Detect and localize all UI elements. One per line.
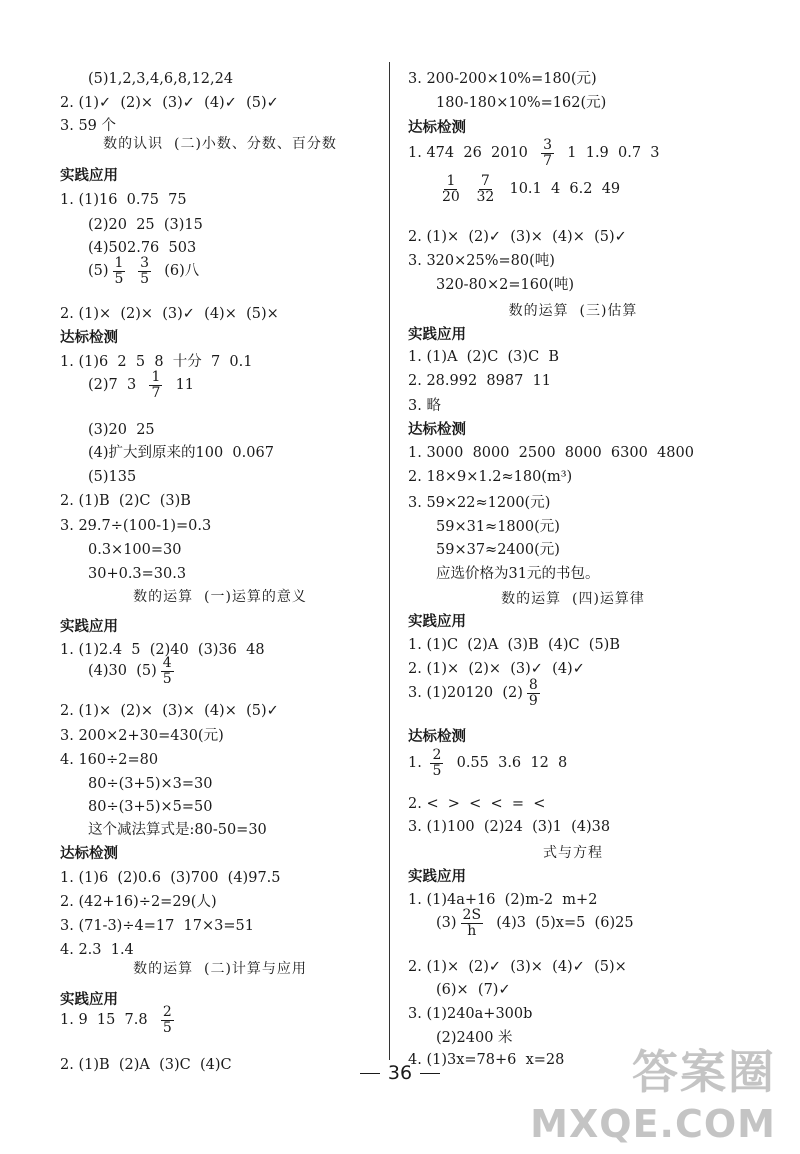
answer-line: 1. (1)A (2)C (3)C B	[408, 349, 560, 365]
answer-line: 2. 28.992 8987 11	[408, 373, 551, 389]
fraction-denominator: h	[467, 922, 477, 939]
answer-line: 320-80×2=160(吨)	[436, 277, 575, 293]
fraction	[440, 174, 462, 204]
answer-line: 4. (1)3x=78+6 x=28	[408, 1052, 565, 1068]
answer-line: 2. (1)× (2)✓ (3)× (4)× (5)✓	[408, 229, 627, 245]
section-heading: 实践应用	[408, 327, 466, 343]
answer-text: (2)7 3	[88, 376, 146, 393]
answer-line: 59×31≈1800(元)	[436, 519, 560, 535]
fraction-numerator: 1	[151, 369, 161, 385]
answer-text: 1.	[408, 754, 427, 771]
fraction	[113, 256, 126, 286]
fraction	[430, 748, 443, 778]
section-heading: 实践应用	[408, 869, 466, 885]
answer-line: 80÷(3+5)×5=50	[88, 799, 213, 815]
answer-line: 3. 略	[408, 398, 441, 414]
section-heading: 实践应用	[408, 614, 466, 630]
fraction-denominator: 7	[543, 152, 553, 169]
fraction-denominator: 5	[140, 270, 149, 287]
fraction-numerator: 4	[162, 655, 172, 671]
answer-line: 3. 320×25%=80(吨)	[408, 253, 555, 269]
fraction	[541, 138, 554, 168]
answer-text: (4)30 (5)	[88, 662, 157, 679]
fraction-denominator: 5	[162, 1019, 172, 1036]
answer-line: (2)20 25 (3)15	[88, 217, 203, 233]
answer-line	[60, 1005, 380, 1035]
fraction-denominator: 20	[442, 188, 460, 205]
answer-line: 3. 200×2+30=430(元)	[60, 728, 224, 744]
answer-line: 这个减法算式是:80-50=30	[88, 822, 267, 838]
answer-text: 1 1.9 0.7 3	[558, 144, 660, 161]
section-heading: 达标检测	[60, 846, 118, 862]
answer-line: 2. (1)✓ (2)× (3)✓ (4)✓ (5)✓	[60, 95, 279, 111]
fraction-numerator: 1	[446, 173, 456, 189]
answer-line: 2. (1)× (2)× (3)× (4)× (5)✓	[60, 703, 279, 719]
section-subtitle: 数的运算 (三)估算	[508, 303, 638, 319]
answer-line: 2. (1)× (2)✓ (3)× (4)✓ (5)×	[408, 959, 627, 975]
section-subtitle: 数的运算 (一)运算的意义	[133, 589, 307, 605]
answer-line	[408, 748, 738, 778]
fraction	[161, 656, 174, 686]
answer-line: 1. 3000 8000 2500 8000 6300 4800	[408, 445, 694, 461]
answer-line: (5)1,2,3,4,6,8,12,24	[88, 71, 234, 87]
page-number-dash-left	[360, 1073, 380, 1075]
answer-line	[408, 678, 738, 708]
answer-text: 1. 474 26 2010	[408, 144, 538, 161]
answer-line: 2. (1)× (2)× (3)✓ (4)× (5)×	[60, 306, 279, 322]
watermark-en: MXQE.COM	[530, 1102, 776, 1146]
answer-text: (6)八	[155, 262, 200, 279]
answer-line	[60, 656, 380, 686]
answer-line: 80÷(3+5)×3=30	[88, 776, 213, 792]
answer-text: (4)3 (5)x=5 (6)25	[487, 914, 634, 931]
answer-line: 1. (1)6 (2)0.6 (3)700 (4)97.5	[60, 870, 281, 886]
answer-text: 3. (1)20120 (2)	[408, 684, 523, 701]
fraction-denominator: 7	[151, 384, 161, 401]
answer-line: 1. (1)4a+16 (2)m-2 m+2	[408, 892, 598, 908]
answer-text: 1. 9 15 7.8	[60, 1011, 157, 1028]
answer-text: 0.55 3.6 12 8	[447, 754, 568, 771]
fraction	[461, 908, 484, 938]
section-heading: 达标检测	[408, 422, 466, 438]
answer-line: 3. 59 个	[60, 118, 117, 134]
answer-line	[60, 256, 380, 286]
section-heading: 达标检测	[408, 120, 466, 136]
fraction-numerator: 8	[528, 677, 538, 693]
fraction-numerator: 1	[114, 255, 124, 271]
answer-line: (2)2400 米	[436, 1030, 513, 1046]
fraction-denominator: 5	[432, 762, 442, 779]
fraction	[474, 174, 496, 204]
column-divider	[389, 62, 390, 1060]
answer-text: (3)	[436, 914, 457, 931]
answer-line: 2. (1)B (2)A (3)C (4)C	[60, 1057, 232, 1073]
answer-line: 3. 59×22≈1200(元)	[408, 495, 551, 511]
answer-line: 2. (1)B (2)C (3)B	[60, 493, 191, 509]
answer-line: 1. (1)2.4 5 (2)40 (3)36 48	[60, 642, 265, 658]
answer-text: 11	[166, 376, 195, 393]
answer-line: 应选价格为31元的书包。	[436, 566, 600, 582]
answer-line: 3. (1)240a+300b	[408, 1006, 533, 1022]
fraction-numerator: 7	[480, 173, 490, 189]
answer-line: 2. (42+16)÷2=29(人)	[60, 894, 217, 910]
section-heading: 实践应用	[60, 992, 118, 1008]
fraction	[161, 1005, 174, 1035]
answer-line: 2. < > < < = <	[408, 796, 546, 812]
section-heading: 实践应用	[60, 619, 118, 635]
answer-line: (4)502.76 503	[88, 240, 197, 256]
answer-line: 2. (1)× (2)× (3)✓ (4)✓	[408, 661, 585, 677]
fraction-numerator: 2S	[462, 907, 482, 923]
fraction-denominator: 5	[114, 270, 124, 287]
answer-text: (5)	[88, 262, 109, 279]
answer-line: 0.3×100=30	[88, 542, 182, 558]
fraction-denominator: 32	[476, 188, 495, 205]
answer-line: 3. (1)100 (2)24 (3)1 (4)38	[408, 819, 611, 835]
answer-text	[466, 182, 471, 197]
watermark-cn: 答案圈	[632, 1045, 776, 1099]
page-number-text: 36	[387, 1062, 413, 1084]
fraction-denominator: 5	[162, 670, 172, 687]
answer-line: 180-180×10%=162(元)	[436, 95, 607, 111]
answer-line: 3. 200-200×10%=180(元)	[408, 71, 597, 87]
answer-line: (5)135	[88, 469, 137, 485]
section-heading: 达标检测	[60, 330, 118, 346]
answer-line	[60, 370, 380, 400]
section-heading: 达标检测	[408, 729, 466, 745]
section-subtitle: 数的认识 (二)小数、分数、百分数	[103, 136, 337, 152]
watermark-logo	[530, 1036, 776, 1146]
answer-line	[408, 138, 738, 168]
answer-line: (4)扩大到原来的100 0.067	[88, 445, 274, 461]
answer-line	[408, 174, 738, 204]
fraction	[138, 256, 151, 286]
answer-line: 1. (1)6 2 5 8 十分 7 0.1	[60, 354, 253, 370]
fraction-numerator: 3	[543, 137, 553, 153]
fraction	[149, 370, 162, 400]
section-subtitle: 式与方程	[543, 845, 603, 861]
answer-line: 3. (71-3)÷4=17 17×3=51	[60, 918, 254, 934]
answer-line: 3. 29.7÷(100-1)=0.3	[60, 518, 212, 534]
section-subtitle: 数的运算 (四)运算律	[501, 591, 645, 607]
answer-line: 2. 18×9×1.2≈180(m³)	[408, 469, 573, 485]
answer-text	[129, 264, 134, 279]
fraction	[527, 678, 540, 708]
answer-line: (6)× (7)✓	[436, 982, 511, 998]
answer-line: (3)20 25	[88, 422, 155, 438]
answer-line: 1. (1)16 0.75 75	[60, 192, 187, 208]
fraction-numerator: 3	[140, 255, 149, 271]
page-number-dash-right	[420, 1073, 440, 1075]
fraction-numerator: 2	[432, 747, 442, 763]
answer-line: 4. 160÷2=80	[60, 752, 159, 768]
answer-text: 10.1 4 6.2 49	[500, 180, 621, 197]
answer-line: 4. 2.3 1.4	[60, 942, 134, 958]
answer-line: 1. (1)C (2)A (3)B (4)C (5)B	[408, 637, 620, 653]
section-subtitle: 数的运算 (二)计算与应用	[133, 961, 307, 977]
answer-line	[408, 908, 738, 938]
section-heading: 实践应用	[60, 168, 118, 184]
answer-line: 30+0.3=30.3	[88, 566, 187, 582]
fraction-numerator: 2	[162, 1004, 172, 1020]
fraction-denominator: 9	[528, 692, 538, 709]
answer-line: 59×37≈2400(元)	[436, 542, 560, 558]
